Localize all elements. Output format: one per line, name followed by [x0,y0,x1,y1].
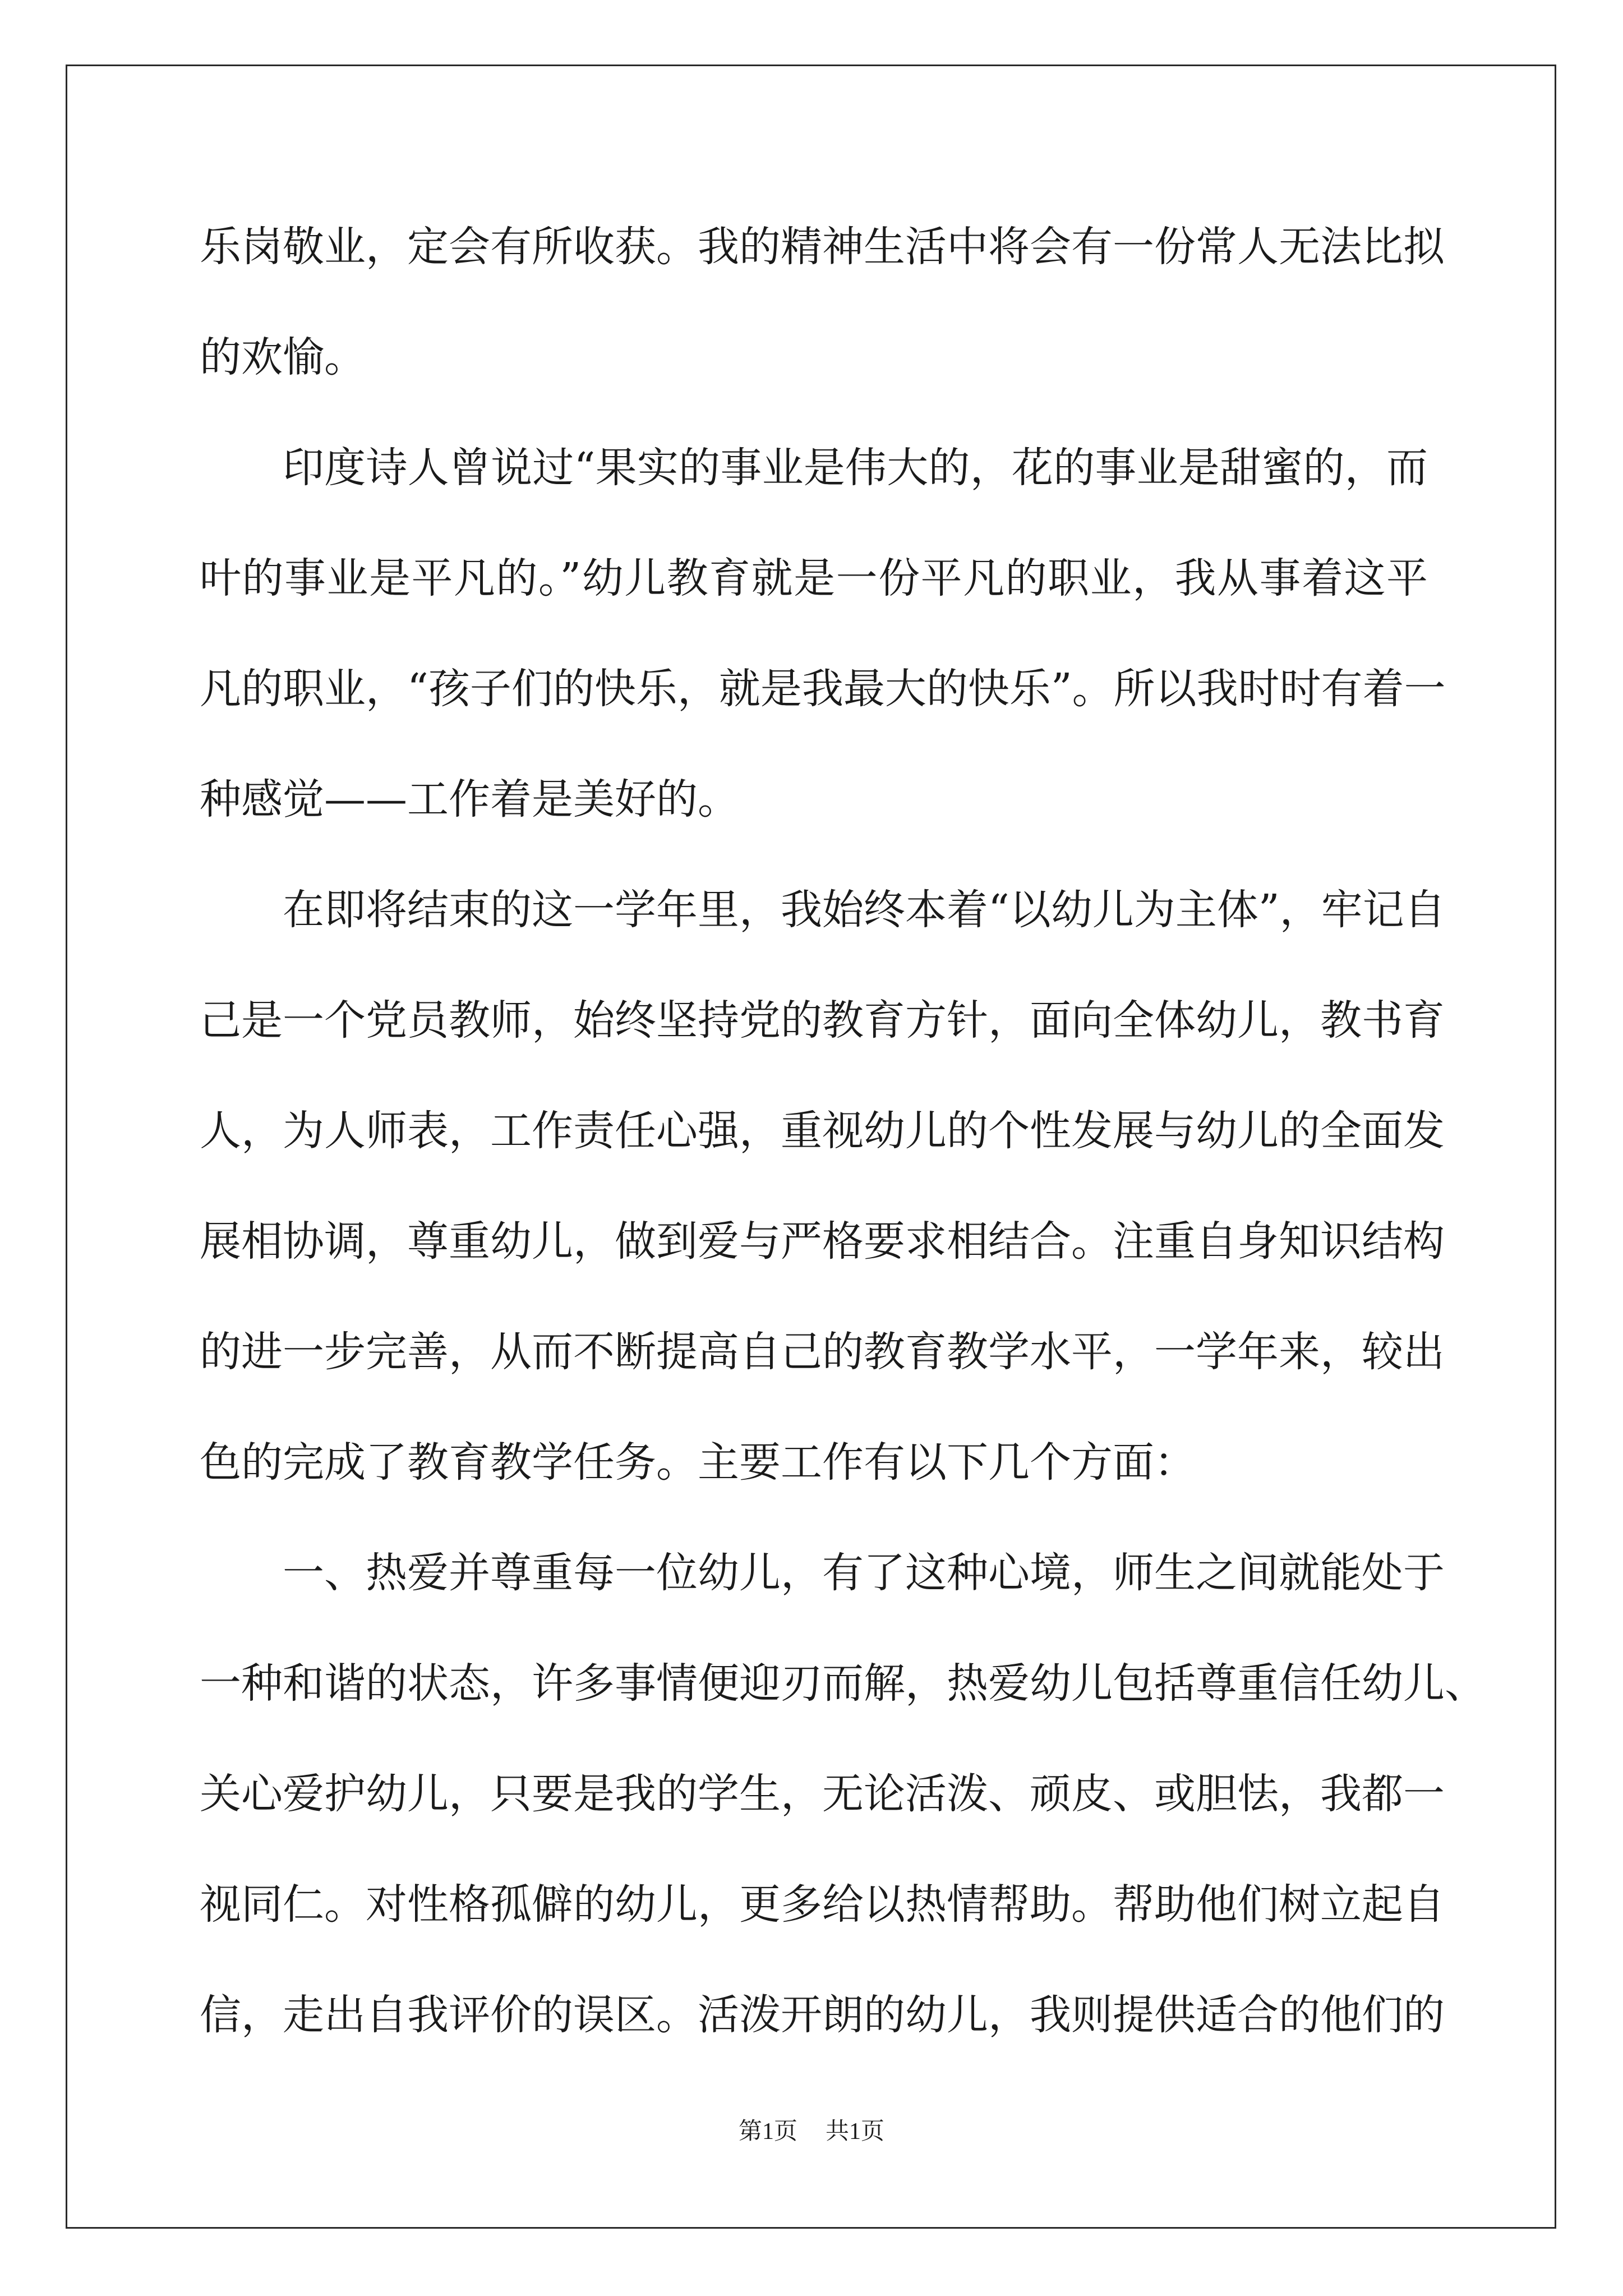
text-line: 关心爱护幼儿，只要是我的学生，无论活泼、顽皮、或胆怯，我都一 [200,1770,1445,1818]
text-line: 乐岗敬业，定会有所收获。我的精神生活中将会有一份常人无法比拟 [200,223,1445,271]
text-line: 印度诗人曾说过“果实的事业是伟大的，花的事业是甜蜜的，而 [283,444,1428,492]
text-line: 人，为人师表，工作责任心强，重视幼儿的个性发展与幼儿的全面发 [200,1107,1445,1155]
text-line: 叶的事业是平凡的。”幼儿教育就是一份平凡的职业，我从事着这平 [200,554,1428,602]
text-line: 视同仁。对性格孤僻的幼儿，更多给以热情帮助。帮助他们树立起自 [200,1880,1445,1929]
page-footer [0,2115,1623,2148]
text-line: 的欢愉。 [200,333,366,381]
text-line: 色的完成了教育教学任务。主要工作有以下几个方面： [200,1438,1196,1487]
text-line: 展相协调，尊重幼儿，做到爱与严格要求相结合。注重自身知识结构 [200,1217,1445,1266]
text-line: 一、热爱并尊重每一位幼儿，有了这种心境，师生之间就能处于 [283,1549,1445,1597]
text-line: 信，走出自我评价的误区。活泼开朗的幼儿，我则提供适合的他们的 [200,1991,1445,2039]
text-line: 己是一个党员教师，始终坚持党的教育方针，面向全体幼儿，教书育 [200,996,1445,1045]
text-line: 的进一步完善，从而不断提高自己的教育教学水平，一学年来，较出 [200,1328,1445,1376]
text-line: 在即将结束的这一学年里，我始终本着“以幼儿为主体”，牢记自 [283,886,1446,934]
text-line: 种感觉——工作着是美好的。 [200,775,739,823]
text-line: 凡的职业，“孩子们的快乐，就是我最大的快乐”。所以我时时有着一 [200,665,1446,713]
page-total: 共1页 [826,2119,885,2145]
page-number: 第1页 [738,2119,797,2145]
document-body [200,213,1486,2092]
text-line: 一种和谐的状态，许多事情便迎刃而解，热爱幼儿包括尊重信任幼儿、 [200,1659,1486,1708]
